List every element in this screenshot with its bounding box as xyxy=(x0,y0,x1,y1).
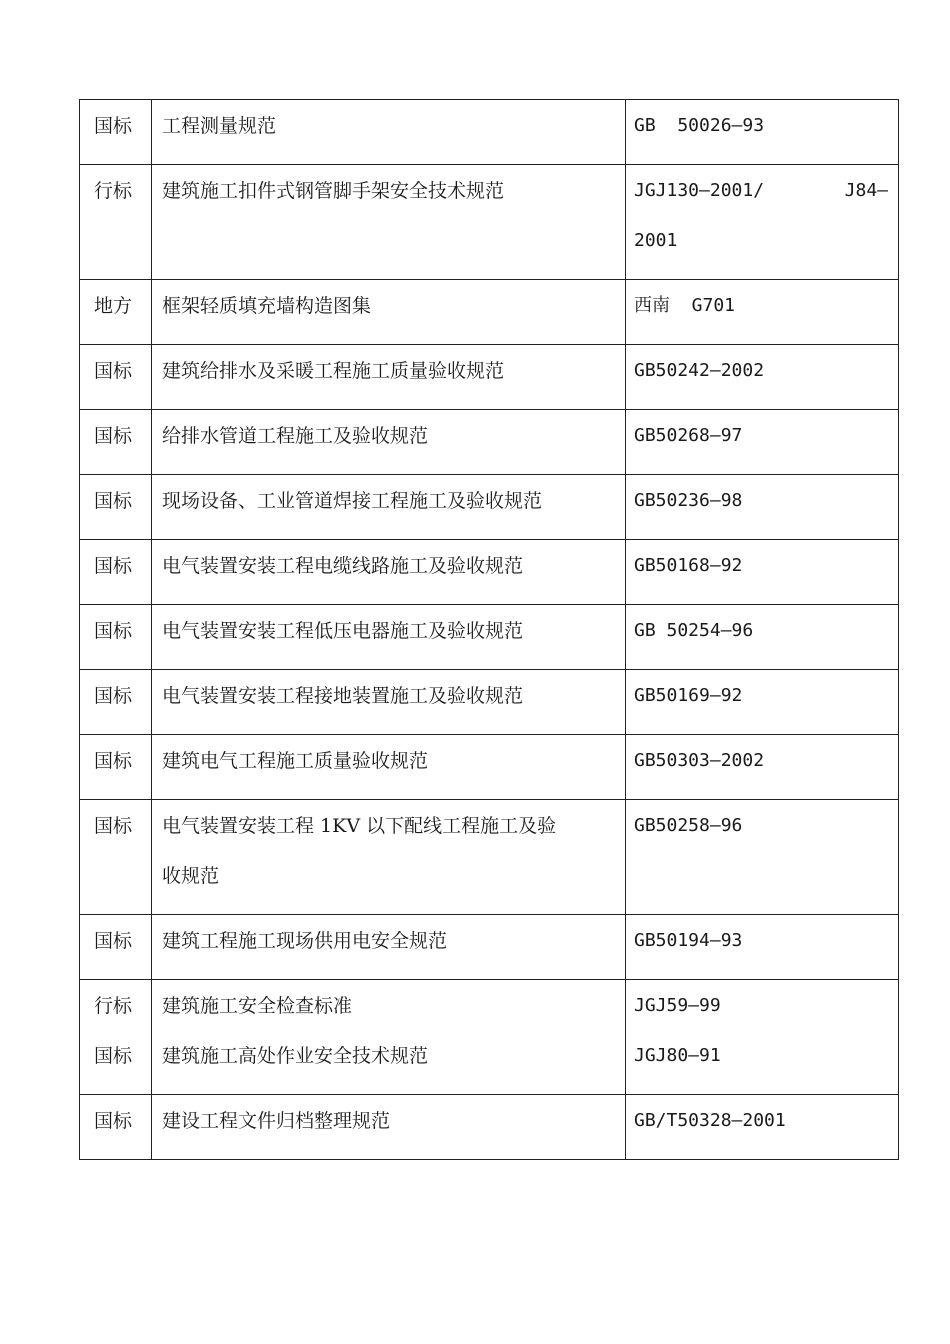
standard-name-cell: 工程测量规范 xyxy=(152,100,626,165)
standard-code-cell: JGJ59—99 JGJ80—91 xyxy=(626,980,899,1095)
standard-name-cell: 建设工程文件归档整理规范 xyxy=(152,1095,626,1160)
standard-code-cell: GB50242—2002 xyxy=(626,345,899,410)
standard-name-cell: 建筑给排水及采暖工程施工质量验收规范 xyxy=(152,345,626,410)
standard-code-cell: GB50169—92 xyxy=(626,670,899,735)
category-cell: 国标 xyxy=(80,1095,152,1160)
table-row xyxy=(80,280,899,345)
standard-name-cell: 框架轻质填充墙构造图集 xyxy=(152,280,626,345)
standard-code-cell: GB/T50328—2001 xyxy=(626,1095,899,1160)
standard-code-cell: GB50268—97 xyxy=(626,410,899,475)
category-cell: 国标 xyxy=(80,800,152,915)
category-cell: 国标 xyxy=(80,670,152,735)
table-row xyxy=(80,980,899,1095)
category-cell: 行标 xyxy=(80,165,152,280)
standard-code-cell: GB50258—96 xyxy=(626,800,899,915)
category-cell: 国标 xyxy=(80,100,152,165)
standard-code-cell: GB50303—2002 xyxy=(626,735,899,800)
code-line: JGJ130—2001/ J84— xyxy=(634,180,888,201)
standard-code-cell: GB 50254—96 xyxy=(626,605,899,670)
table-row xyxy=(80,670,899,735)
category-cell: 国标 xyxy=(80,345,152,410)
standard-code-cell: GB 50026—93 xyxy=(626,100,899,165)
standard-name-cell: 电气装置安装工程接地装置施工及验收规范 xyxy=(152,670,626,735)
standard-name-cell: 现场设备、工业管道焊接工程施工及验收规范 xyxy=(152,475,626,540)
category-cell: 国标 xyxy=(80,605,152,670)
table-row xyxy=(80,915,899,980)
table-row xyxy=(80,800,899,915)
category-cell: 地方 xyxy=(80,280,152,345)
standard-name-cell: 给排水管道工程施工及验收规范 xyxy=(152,410,626,475)
category-cell: 国标 xyxy=(80,410,152,475)
standard-name-cell: 建筑电气工程施工质量验收规范 xyxy=(152,735,626,800)
standard-code-cell: GB50194—93 xyxy=(626,915,899,980)
standard-name-cell: 建筑施工扣件式钢管脚手架安全技术规范 xyxy=(152,165,626,280)
table-row xyxy=(80,100,899,165)
standard-name-cell: 建筑施工安全检查标准 建筑施工高处作业安全技术规范 xyxy=(152,980,626,1095)
standards-table xyxy=(79,99,899,1160)
table-row xyxy=(80,410,899,475)
standard-name-cell: 电气装置安装工程 1KV 以下配线工程施工及验 收规范 xyxy=(152,800,626,915)
table-row xyxy=(80,475,899,540)
table-row xyxy=(80,1095,899,1160)
category-cell: 国标 xyxy=(80,540,152,605)
table-row xyxy=(80,540,899,605)
standard-code-cell: 西南 G701 xyxy=(626,280,899,345)
standard-name-cell: 建筑工程施工现场供用电安全规范 xyxy=(152,915,626,980)
category-cell: 国标 xyxy=(80,735,152,800)
category-cell: 国标 xyxy=(80,915,152,980)
table-row xyxy=(80,165,899,280)
standard-code-cell: GB50236—98 xyxy=(626,475,899,540)
table-row xyxy=(80,345,899,410)
standard-name-cell: 电气装置安装工程电缆线路施工及验收规范 xyxy=(152,540,626,605)
table-row xyxy=(80,735,899,800)
table-row xyxy=(80,605,899,670)
standard-name-cell: 电气装置安装工程低压电器施工及验收规范 xyxy=(152,605,626,670)
standard-code-cell: GB50168—92 xyxy=(626,540,899,605)
standard-code-cell: JGJ130—2001/ J84— 2001 xyxy=(626,165,899,280)
category-cell: 行标 国标 xyxy=(80,980,152,1095)
category-cell: 国标 xyxy=(80,475,152,540)
